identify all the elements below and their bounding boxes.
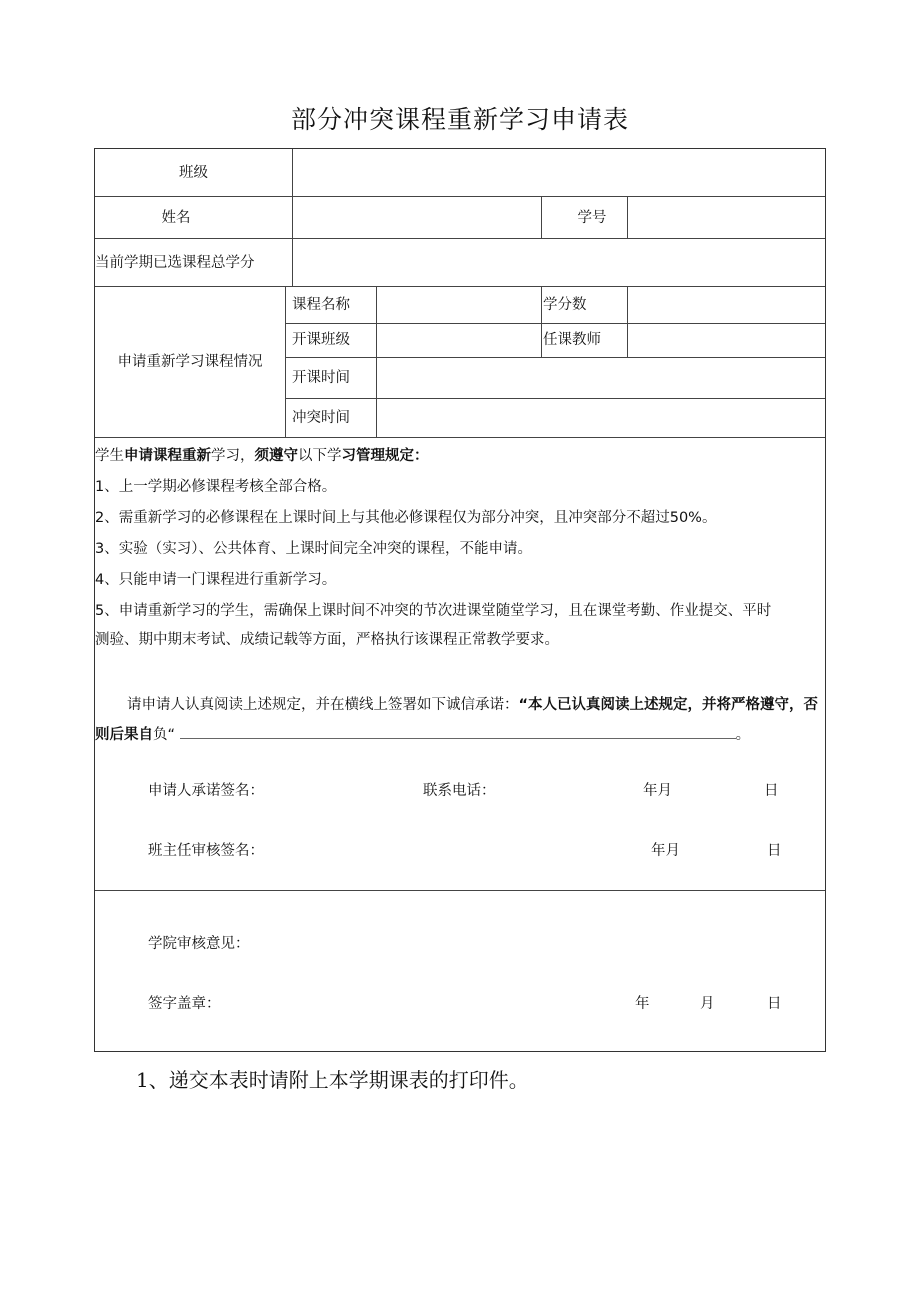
rule-item: 2、需重新学习的必修课程在上课时间上与其他必修课程仅为部分冲突，且冲突部分不超过50%。 bbox=[95, 510, 717, 526]
college-date-year: 年 bbox=[635, 996, 650, 1012]
pledge-quote: “本人已认真阅读上述规定，并将严格遵守，否则后果自 bbox=[95, 697, 819, 743]
label-course-time: 开课时间 bbox=[292, 370, 350, 386]
rule-item: 4、只能申请一门课程进行重新学习。 bbox=[95, 572, 337, 588]
advisor-date-day: 日 bbox=[767, 843, 782, 859]
name-field[interactable] bbox=[293, 197, 541, 238]
footnote: 1、递交本表时请附上本学期课表的打印件。 bbox=[136, 1068, 529, 1092]
college-opinion-label: 学院审核意见： bbox=[148, 936, 250, 952]
rule-item: 1、上一学期必修课程考核全部合格。 bbox=[95, 479, 337, 495]
teacher-field[interactable] bbox=[628, 324, 825, 357]
label-class: 班级 bbox=[179, 165, 208, 181]
pledge-quote-end: 负“ bbox=[153, 727, 176, 743]
college-date-month: 月 bbox=[700, 996, 715, 1012]
advisor-date-year-month: 年月 bbox=[651, 843, 680, 859]
label-course-name: 课程名称 bbox=[292, 297, 350, 313]
phone-label: 联系电话： bbox=[423, 783, 496, 799]
label-course-section: 申请重新学习课程情况 bbox=[117, 354, 263, 370]
rule-item: 测验、期中期末考试、成绩记载等方面，严格执行该课程正常教学要求。 bbox=[95, 632, 559, 648]
label-student-id: 学号 bbox=[577, 210, 607, 226]
total-credits-field[interactable] bbox=[293, 239, 825, 286]
col-divider bbox=[541, 286, 542, 357]
rule-item: 5、申请重新学习的学生，需确保上课时间不冲突的节次进课堂随堂学习，且在课堂考勤、作业提交、平时 bbox=[95, 603, 772, 619]
conflict-time-field[interactable] bbox=[377, 399, 825, 437]
college-date-day: 日 bbox=[767, 996, 782, 1012]
row-divider bbox=[95, 890, 825, 891]
student-id-field[interactable] bbox=[628, 197, 825, 238]
course-name-field[interactable] bbox=[377, 287, 541, 323]
course-time-field[interactable] bbox=[377, 358, 825, 398]
form-title: 部分冲突课程重新学习申请表 bbox=[290, 105, 629, 134]
row-divider bbox=[95, 437, 825, 438]
pledge-signature-line[interactable] bbox=[180, 724, 736, 739]
label-credits: 学分数 bbox=[543, 297, 587, 313]
label-course-class: 开课班级 bbox=[292, 332, 350, 348]
pledge-text: 请申请人认真阅读上述规定，并在横线上签署如下诚信承诺： bbox=[127, 697, 519, 713]
stamp-label: 签字盖章： bbox=[148, 996, 221, 1012]
applicant-signature-label: 申请人承诺签名： bbox=[148, 783, 264, 799]
pledge-period: 。 bbox=[735, 727, 751, 743]
course-class-field[interactable] bbox=[377, 324, 541, 357]
rules-intro: 学生申请课程重新学习，须遵守以下学习管理规定： bbox=[95, 448, 429, 464]
label-name: 姓名 bbox=[161, 210, 191, 226]
application-form bbox=[94, 148, 826, 1052]
label-total-credits: 当前学期已选课程总学分 bbox=[95, 255, 255, 271]
advisor-signature-label: 班主任审核签名： bbox=[148, 843, 264, 859]
applicant-date-year-month: 年月 bbox=[643, 783, 672, 799]
applicant-date-day: 日 bbox=[764, 783, 779, 799]
rule-item: 3、实验（实习）、公共体育、上课时间完全冲突的课程，不能申请。 bbox=[95, 541, 532, 557]
label-conflict-time: 冲突时间 bbox=[292, 410, 350, 426]
pledge-block bbox=[95, 690, 825, 750]
credits-field[interactable] bbox=[628, 287, 825, 323]
label-teacher: 任课教师 bbox=[543, 332, 601, 348]
class-field[interactable] bbox=[293, 149, 825, 196]
col-divider bbox=[285, 286, 286, 437]
